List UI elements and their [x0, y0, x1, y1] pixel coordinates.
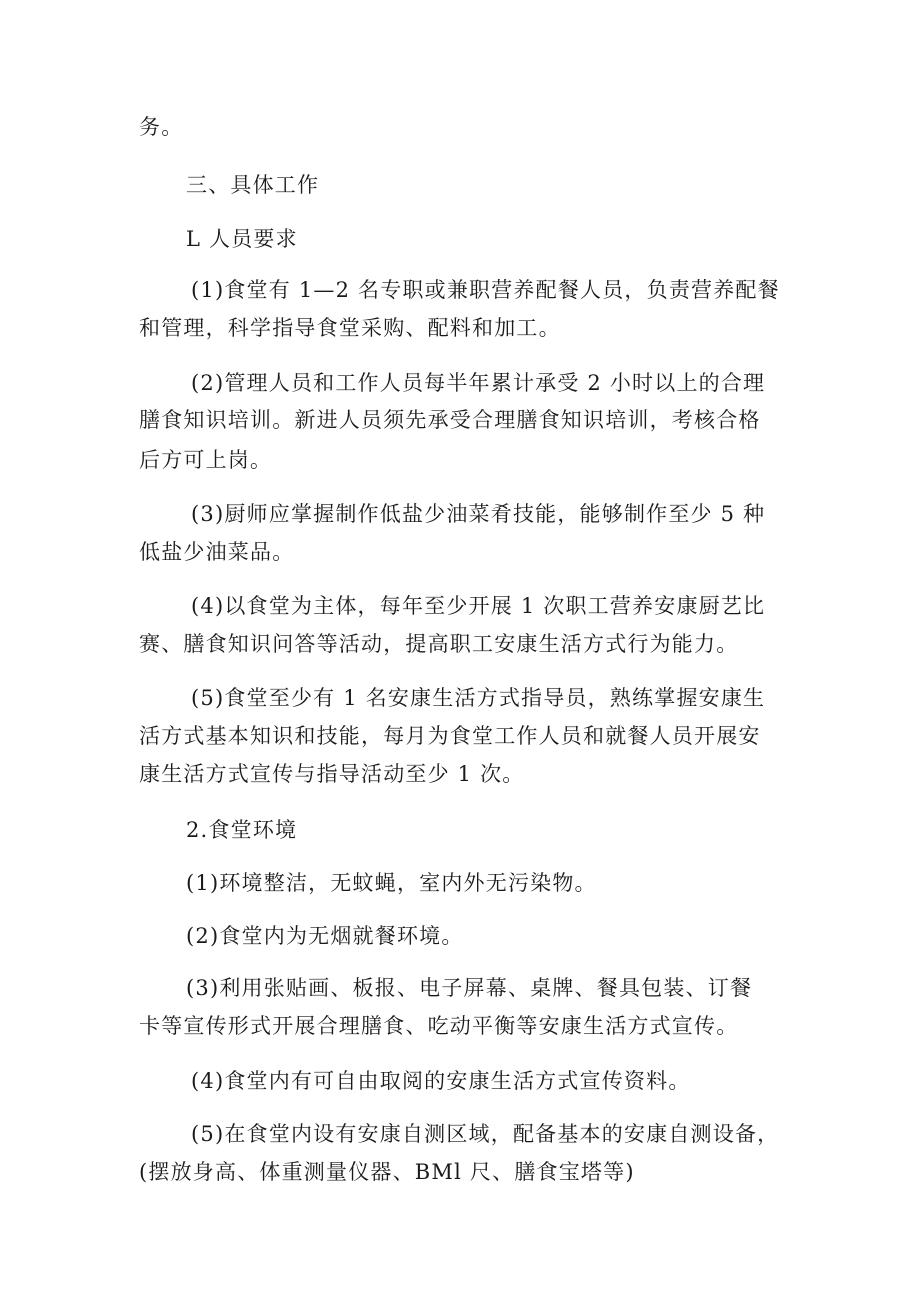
paragraph-line: 活方式基本知识和技能，每月为食堂工作人员和就餐人员开展安 — [139, 724, 761, 748]
paragraph-line: 低盐少油菜品。 — [139, 540, 295, 564]
paragraph-line: (4)以食堂为主体，每年至少开展 1 次职工营养安康厨艺比 — [191, 594, 766, 618]
paragraph-line: (5)食堂至少有 1 名安康生活方式指导员，熟练掌握安康生 — [191, 686, 766, 710]
paragraph-line: (4)食堂内有可自由取阅的安康生活方式宣传资料。 — [191, 1069, 691, 1093]
paragraph-line: 膳食知识培训。新进人员须先承受合理膳食知识培训，考核合格 — [139, 408, 761, 432]
paragraph-line: (2)食堂内为无烟就餐环境。 — [186, 924, 464, 948]
subsection-heading: L 人员要求 — [186, 227, 298, 251]
paragraph-line: (3)利用张贴画、板报、电子屏幕、桌牌、餐具包装、订餐 — [186, 976, 753, 1000]
paragraph-line: (3)厨师应掌握制作低盐少油菜肴技能，能够制作至少 5 种 — [191, 502, 766, 526]
paragraph-line: 赛、膳食知识问答等活动，提高职工安康生活方式行为能力。 — [139, 632, 739, 656]
paragraph-line: (5)在食堂内设有安康自测区域，配备基本的安康自测设备， — [191, 1122, 780, 1146]
paragraph-line: (1)环境整洁，无蚊蝇，室内外无污染物。 — [186, 871, 597, 895]
paragraph-line: (摆放身高、体重测量仪器、BMl 尺、膳食宝塔等) — [139, 1160, 635, 1184]
paragraph-line: 康生活方式宣传与指导活动至少 1 次。 — [139, 762, 525, 786]
paragraph-line: 后方可上岗。 — [139, 448, 273, 472]
paragraph-line: 卡等宣传形式开展合理膳食、吃动平衡等安康生活方式宣传。 — [139, 1014, 739, 1038]
paragraph-line: (2)管理人员和工作人员每半年累计承受 2 小时以上的合理 — [191, 371, 766, 395]
subsection-heading: 2.食堂环境 — [186, 818, 298, 842]
section-heading: 三、具体工作 — [186, 173, 320, 197]
paragraph-line: 务。 — [139, 115, 184, 139]
paragraph-line: 和管理，科学指导食堂采购、配料和加工。 — [139, 316, 561, 340]
paragraph-line: (1)食堂有 1—2 名专职或兼职营养配餐人员，负责营养配餐 — [191, 278, 780, 302]
